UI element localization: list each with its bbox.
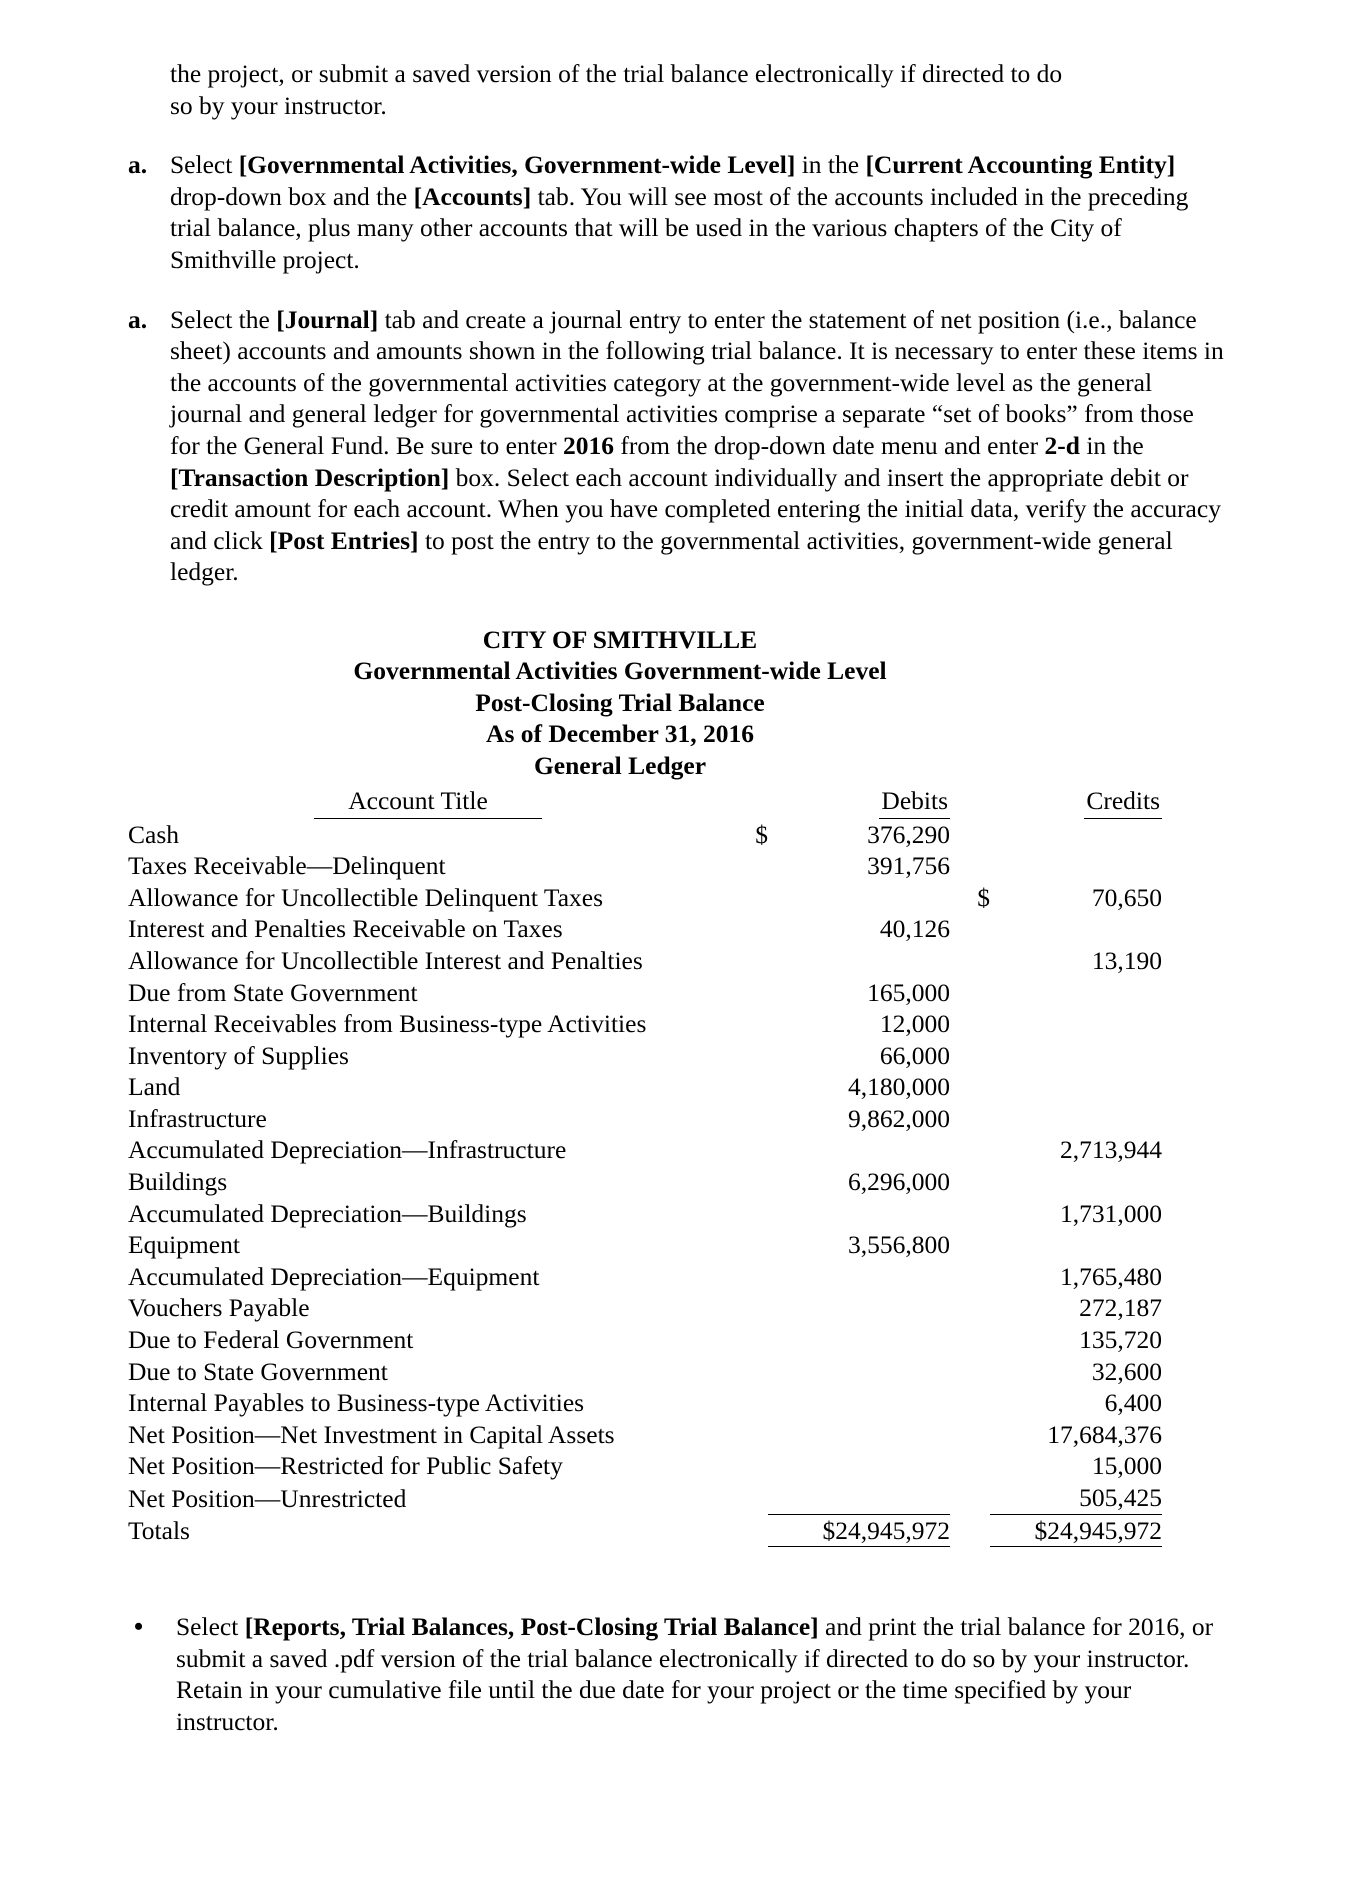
table-row	[128, 1229, 1162, 1261]
closing-instruction-text	[176, 1611, 1228, 1737]
cell-credit-amount: 135,720	[1079, 1325, 1162, 1355]
cell-debit-currency-symbol	[728, 1419, 768, 1451]
cell-debit-amount: 391,756	[867, 851, 950, 881]
trial-balance-heading-line-3: As of December 31, 2016	[486, 719, 754, 749]
instruction-0-segment-4: drop-down box and the	[170, 181, 414, 211]
cell-debit-currency-symbol	[728, 1261, 768, 1293]
cell-credit-currency-symbol	[950, 1134, 990, 1166]
cell-debit-currency-symbol	[728, 1356, 768, 1388]
column-header-account-title	[128, 785, 728, 819]
cell-credit-amount: 13,190	[1091, 945, 1162, 975]
table-row	[128, 945, 1162, 977]
cell-account-title: Due from State Government	[128, 977, 418, 1007]
cell-credit-amount	[990, 1040, 1162, 1072]
cell-credit-currency-symbol	[950, 1166, 990, 1198]
cell-account-title: Allowance for Uncollectible Interest and Penalties	[128, 945, 643, 975]
cell-debit-currency-symbol	[728, 913, 768, 945]
instruction-1-segment-3: 2016	[563, 430, 614, 460]
cell-credit-currency-symbol	[950, 850, 990, 882]
cell-credit-currency-symbol	[950, 1071, 990, 1103]
trial-balance-heading-line-1: Governmental Activities Government-wide Level	[353, 656, 887, 686]
cell-credit-currency-symbol	[950, 1482, 990, 1514]
cell-debit-currency-symbol	[728, 1387, 768, 1419]
cell-credit-amount: 2,713,944	[1060, 1135, 1162, 1165]
cell-debit-amount	[768, 1261, 950, 1293]
trial-balance-heading	[170, 624, 1070, 781]
cell-debit-currency-symbol	[728, 850, 768, 882]
cell-account-title: Land	[128, 1072, 181, 1102]
cell-account-title: Interest and Penalties Receivable on Taxes	[128, 914, 563, 944]
cell-debit-amount: 6,296,000	[848, 1167, 950, 1197]
cell-totals-credit-symbol	[950, 1514, 990, 1547]
cell-debit-amount: 376,290	[867, 819, 950, 849]
cell-debit-amount	[768, 1387, 950, 1419]
cell-credit-currency-symbol: $	[977, 882, 990, 912]
table-row	[128, 1008, 1162, 1040]
cell-debit-amount	[768, 1324, 950, 1356]
cell-credit-amount	[990, 913, 1162, 945]
cell-debit-amount	[768, 1292, 950, 1324]
table-row	[128, 1482, 1162, 1514]
trial-balance-table	[128, 785, 1162, 1547]
cell-credit-currency-symbol	[950, 913, 990, 945]
cell-debit-currency-symbol	[728, 1134, 768, 1166]
cell-account-title: Vouchers Payable	[128, 1293, 310, 1323]
instruction-1-segment-9: [Post Entries]	[269, 525, 419, 555]
instruction-0-segment-1: [Governmental Activities, Government-wide Level]	[238, 150, 796, 180]
cell-credit-currency-symbol	[950, 1040, 990, 1072]
instruction-item	[128, 149, 1228, 275]
cell-credit-currency-symbol	[950, 1450, 990, 1482]
cell-debit-currency-symbol	[728, 1040, 768, 1072]
cell-credit-amount	[990, 977, 1162, 1009]
cell-account-title: Cash	[128, 819, 179, 849]
closing-instruction-item	[128, 1611, 1228, 1737]
table-row	[128, 1261, 1162, 1293]
cell-credit-currency-symbol	[950, 1356, 990, 1388]
cell-debit-amount: 12,000	[879, 1009, 950, 1039]
intro-paragraph: the project, or submit a saved version of the trial balance electronically if directed to do so by your instructor.	[170, 59, 1063, 120]
cell-debit-currency-symbol	[728, 882, 768, 914]
cell-credit-amount: 6,400	[1104, 1388, 1162, 1418]
cell-debit-currency-symbol	[728, 1166, 768, 1198]
cell-credit-amount: 272,187	[1079, 1293, 1162, 1323]
cell-debit-currency-symbol	[728, 977, 768, 1009]
table-body	[128, 819, 1162, 1547]
cell-credit-amount	[990, 1071, 1162, 1103]
column-header-credit-symbol	[950, 785, 990, 819]
cell-credit-currency-symbol	[950, 1198, 990, 1230]
cell-debit-currency-symbol	[728, 1198, 768, 1230]
cell-account-title: Taxes Receivable—Delinquent	[128, 851, 446, 881]
cell-totals-credit: $24,945,972	[990, 1514, 1162, 1547]
cell-credit-currency-symbol	[950, 977, 990, 1009]
table-row	[128, 819, 1162, 851]
cell-debit-amount	[768, 1419, 950, 1451]
cell-account-title: Net Position—Unrestricted	[128, 1483, 407, 1513]
bullet-marker-icon: •	[134, 1612, 144, 1642]
cell-debit-currency-symbol	[728, 1229, 768, 1261]
closing-list	[128, 1611, 1228, 1737]
cell-debit-currency-symbol	[728, 1324, 768, 1356]
cell-account-title: Accumulated Depreciation—Infrastructure	[128, 1135, 567, 1165]
instruction-0-segment-2: in the	[795, 150, 866, 180]
instruction-1-segment-0: Select the	[170, 304, 277, 334]
table-row	[128, 1071, 1162, 1103]
cell-debit-currency-symbol	[728, 1008, 768, 1040]
instruction-1-segment-2: tab and create a journal entry to enter the statement of net position (i.e., balance sheet) accounts and amounts shown in the following trial balance. It is necessary to enter these items in the accounts of the governmental activities category at the government-wide level as the general journal and general ledger for governmental activities comprise a separate “set of books” from those for the General Fund. Be sure to enter	[170, 304, 1224, 460]
cell-account-title: Infrastructure	[128, 1103, 267, 1133]
cell-credit-amount	[990, 1103, 1162, 1135]
column-header-account-title-label: Account Title	[314, 785, 542, 819]
cell-credit-amount	[990, 819, 1162, 851]
cell-debit-amount	[768, 1356, 950, 1388]
table-row	[128, 850, 1162, 882]
instruction-item	[128, 304, 1228, 588]
cell-account-title: Allowance for Uncollectible Delinquent Taxes	[128, 882, 603, 912]
totals-row	[128, 1514, 1162, 1547]
instruction-list	[128, 149, 1228, 588]
closing-segment-2: and print the trial balance for 2016, or submit a saved .pdf version of the trial balance electronically if directed to do so by your instructor. Retain in your cumulative file until the due date for your project or the time specified by your instructor.	[176, 1612, 1214, 1736]
column-header-credits-label: Credits	[1084, 785, 1162, 819]
cell-debit-currency-symbol	[728, 1071, 768, 1103]
cell-account-title: Net Position—Net Investment in Capital Assets	[128, 1419, 615, 1449]
trial-balance-heading-line-4: General Ledger	[533, 750, 707, 780]
table-row	[128, 1387, 1162, 1419]
cell-account-title: Buildings	[128, 1167, 228, 1197]
cell-debit-amount: 40,126	[879, 914, 950, 944]
closing-segment-1: [Reports, Trial Balances, Post-Closing Trial Balance]	[244, 1612, 819, 1642]
cell-totals-debit-symbol	[728, 1514, 768, 1547]
table-header-row	[128, 785, 1162, 819]
cell-totals-label: Totals	[128, 1516, 190, 1546]
cell-debit-amount: 4,180,000	[848, 1072, 950, 1102]
instruction-0-segment-0: Select	[170, 150, 239, 180]
instruction-1-segment-8: box. Select each account individually and insert the appropriate debit or credit amount for each account. When you have completed entering the initial data, verify the accuracy and click	[170, 462, 1221, 555]
cell-debit-amount: 66,000	[879, 1040, 950, 1070]
cell-credit-currency-symbol	[950, 1008, 990, 1040]
cell-credit-currency-symbol	[950, 1229, 990, 1261]
column-header-debit-symbol	[728, 785, 768, 819]
table-row	[128, 977, 1162, 1009]
table-row	[128, 1198, 1162, 1230]
cell-credit-amount: 17,684,376	[1047, 1419, 1162, 1449]
cell-debit-amount	[768, 1450, 950, 1482]
table-row	[128, 1040, 1162, 1072]
cell-debit-currency-symbol: $	[755, 819, 768, 849]
list-marker: a.	[128, 304, 148, 334]
instruction-1-segment-4: from the drop-down date menu and enter	[614, 430, 1045, 460]
cell-credit-amount	[990, 850, 1162, 882]
instruction-1-segment-10: to post the entry to the governmental activities, government-wide general ledger.	[170, 525, 1173, 587]
list-marker: a.	[128, 150, 148, 180]
cell-credit-amount: 505,425	[990, 1482, 1162, 1514]
cell-credit-currency-symbol	[950, 1261, 990, 1293]
table-row	[128, 1356, 1162, 1388]
table-row	[128, 1324, 1162, 1356]
cell-credit-currency-symbol	[950, 1292, 990, 1324]
trial-balance-heading-line-0: CITY OF SMITHVILLE	[482, 624, 758, 654]
cell-debit-amount: 9,862,000	[848, 1103, 950, 1133]
column-header-debits-label: Debits	[879, 785, 950, 819]
cell-account-title: Accumulated Depreciation—Equipment	[128, 1261, 540, 1291]
instruction-text	[170, 304, 1228, 588]
closing-segment-0: Select	[176, 1612, 245, 1642]
cell-debit-amount	[768, 1134, 950, 1166]
table-row	[128, 1134, 1162, 1166]
page-content	[128, 58, 1228, 1738]
cell-debit-amount: 3,556,800	[848, 1230, 950, 1260]
cell-credit-amount	[990, 1166, 1162, 1198]
cell-debit-amount	[768, 1482, 950, 1514]
table-header	[128, 785, 1162, 819]
table-row	[128, 1450, 1162, 1482]
cell-credit-amount: 1,731,000	[1060, 1198, 1162, 1228]
cell-credit-currency-symbol	[950, 1103, 990, 1135]
cell-totals-debit: $24,945,972	[768, 1514, 950, 1547]
cell-credit-amount	[990, 1008, 1162, 1040]
cell-account-title: Due to State Government	[128, 1356, 388, 1386]
cell-credit-amount: 1,765,480	[1060, 1261, 1162, 1291]
cell-debit-currency-symbol	[728, 1450, 768, 1482]
table-row	[128, 1103, 1162, 1135]
table-row	[128, 1166, 1162, 1198]
cell-credit-currency-symbol	[950, 945, 990, 977]
cell-account-title: Accumulated Depreciation—Buildings	[128, 1198, 527, 1228]
cell-debit-amount	[768, 945, 950, 977]
cell-debit-amount: 165,000	[867, 977, 950, 1007]
cell-credit-currency-symbol	[950, 1387, 990, 1419]
instruction-1-segment-7: [Transaction Description]	[170, 462, 450, 492]
cell-credit-currency-symbol	[950, 1419, 990, 1451]
cell-credit-currency-symbol	[950, 819, 990, 851]
trial-balance-block	[128, 624, 1228, 1547]
cell-credit-amount	[990, 1229, 1162, 1261]
cell-credit-currency-symbol	[950, 1324, 990, 1356]
cell-account-title: Due to Federal Government	[128, 1325, 414, 1355]
instruction-1-segment-6: in the	[1079, 430, 1144, 460]
cell-debit-currency-symbol	[728, 1292, 768, 1324]
instruction-1-segment-1: [Journal]	[276, 304, 379, 334]
table-row	[128, 1292, 1162, 1324]
instruction-0-segment-3: [Current Accounting Entity]	[865, 150, 1176, 180]
cell-credit-amount: 32,600	[1091, 1356, 1162, 1386]
cell-debit-currency-symbol	[728, 945, 768, 977]
table-row	[128, 1419, 1162, 1451]
cell-debit-amount	[768, 882, 950, 914]
cell-account-title: Equipment	[128, 1230, 240, 1260]
cell-debit-amount	[768, 1198, 950, 1230]
table-row	[128, 913, 1162, 945]
cell-debit-currency-symbol	[728, 1482, 768, 1514]
cell-account-title: Internal Payables to Business-type Activities	[128, 1388, 585, 1418]
column-header-debits	[768, 785, 950, 819]
cell-debit-currency-symbol	[728, 1103, 768, 1135]
cell-account-title: Net Position—Restricted for Public Safety	[128, 1451, 563, 1481]
table-row	[128, 882, 1162, 914]
cell-account-title: Inventory of Supplies	[128, 1040, 349, 1070]
cell-credit-amount: 15,000	[1091, 1451, 1162, 1481]
column-header-credits	[990, 785, 1162, 819]
cell-account-title: Internal Receivables from Business-type Activities	[128, 1009, 647, 1039]
cell-credit-amount: 70,650	[1091, 882, 1162, 912]
instruction-0-segment-5: [Accounts]	[413, 181, 532, 211]
trial-balance-heading-line-2: Post-Closing Trial Balance	[475, 687, 765, 717]
instruction-0-segment-6: tab. You will see most of the accounts included in the preceding trial balance, plus many other accounts that will be used in the various chapters of the City of Smithville project.	[170, 181, 1189, 274]
instruction-text	[170, 149, 1228, 275]
instruction-1-segment-5: 2-d	[1044, 430, 1080, 460]
